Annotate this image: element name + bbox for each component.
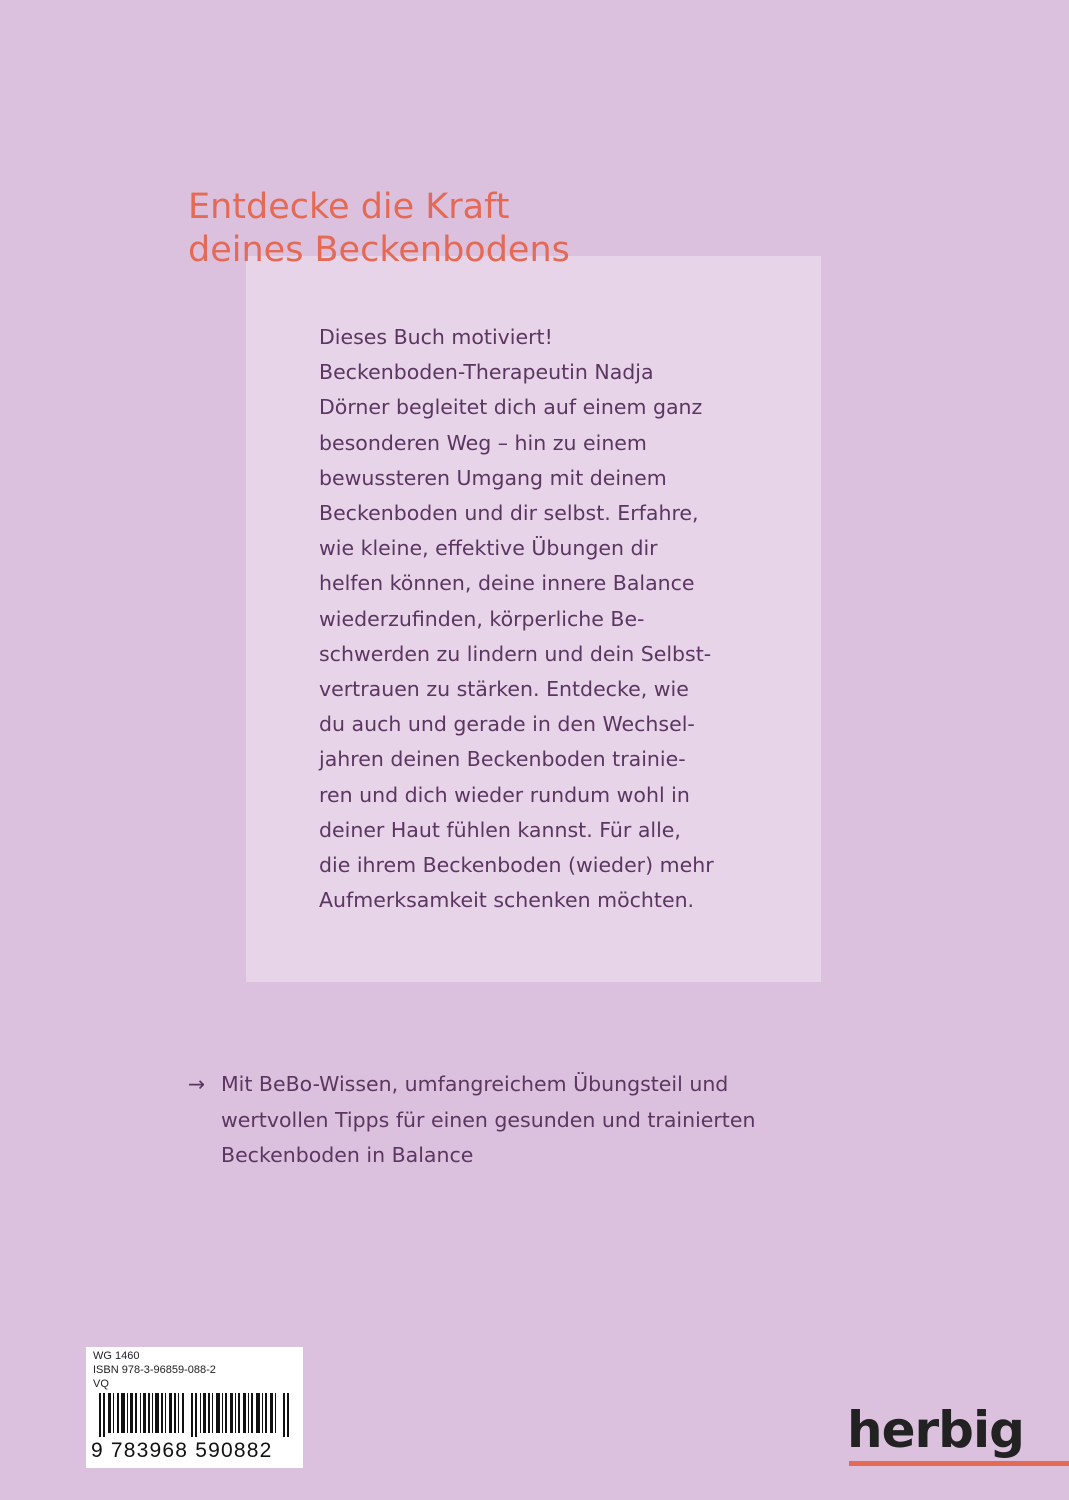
headline-line-2: deines Beckenbodens — [188, 230, 570, 270]
arrow-right-icon: → — [188, 1072, 206, 1096]
description-line: bewussteren Umgang mit deinem — [319, 465, 667, 490]
vq-code: VQ — [93, 1378, 109, 1390]
description-line: Dörner begleitet dich auf einem ganz — [319, 395, 703, 420]
description-line: die ihrem Beckenboden (wieder) mehr — [319, 853, 714, 878]
headline — [188, 186, 708, 272]
publisher-logo: herbig — [847, 1401, 1024, 1459]
isbn-text: ISBN 978-3-96859-088-2 — [93, 1364, 216, 1376]
description-line: du auch und gerade in den Wechsel- — [319, 712, 695, 737]
feature-line: Beckenboden in Balance — [221, 1143, 474, 1167]
description-line: besonderen Weg – hin zu einem — [319, 430, 647, 455]
barcode-digits: 9 783968 590882 — [91, 1439, 273, 1462]
description-line: wiederzufinden, körperliche Be- — [319, 606, 645, 631]
barcode-label — [86, 1347, 303, 1468]
description-line: helfen können, deine innere Balance — [319, 571, 695, 596]
description-line: schwerden zu lindern und dein Selbst- — [319, 641, 712, 666]
description-line: deiner Haut fühlen kannst. Für alle, — [319, 817, 681, 842]
description-line: jahren deinen Beckenboden trainie- — [319, 747, 686, 772]
logo-underline — [849, 1461, 1069, 1466]
description-line: wie kleine, effektive Übungen dir — [319, 536, 658, 561]
description-line: Beckenboden und dir selbst. Erfahre, — [319, 501, 699, 526]
feature-line: Mit BeBo-Wissen, umfangreichem Übungsteil und — [221, 1072, 729, 1096]
description-line: vertrauen zu stärken. Entdecke, wie — [319, 677, 689, 702]
headline-line-1: Entdecke die Kraft — [188, 187, 510, 227]
description-line: Beckenboden-Therapeutin Nadja — [319, 360, 654, 385]
feature-text — [221, 1067, 755, 1174]
barcode-icon — [99, 1393, 293, 1437]
description-line: Aufmerksamkeit schenken möchten. — [319, 888, 695, 913]
description-line: Dieses Buch motiviert! — [319, 325, 553, 349]
feature-line: wertvollen Tipps für einen gesunden und trainierten — [221, 1107, 756, 1132]
description-line: ren und dich wieder rundum wohl in — [319, 782, 690, 807]
description-text — [319, 320, 789, 918]
wg-code: WG 1460 — [93, 1350, 140, 1362]
